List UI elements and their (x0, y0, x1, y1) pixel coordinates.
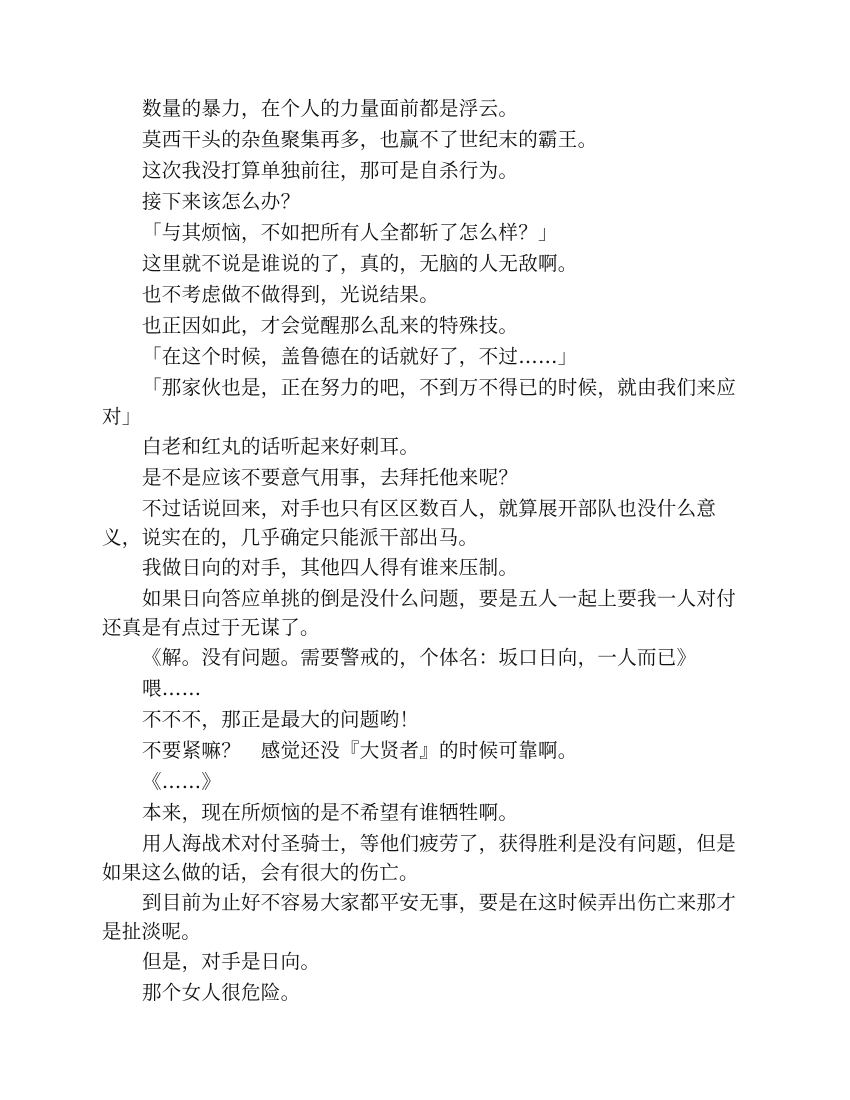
paragraph: 莫西干头的杂鱼聚集再多，也赢不了世纪末的霸王。 (142, 128, 598, 151)
paragraph: 不要紧嘛？ 感觉还没『大贤者』的时候可靠啊。 (142, 739, 578, 762)
paragraph: 到目前为止好不容易大家都平安无事，要是在这时候弄出伤亡来那才是扯淡呢。 (102, 891, 737, 943)
paragraph: 《……》 (142, 770, 222, 793)
paragraph: 那个女人很危险。 (142, 981, 301, 1004)
paragraph: 是不是应该不要意气用事，去拜托他来呢？ (142, 466, 519, 489)
paragraph: 这里就不说是谁说的了，真的，无脑的人无敌啊。 (142, 252, 578, 275)
paragraph: 也不考虑做不做得到，光说结果。 (142, 283, 440, 306)
paragraph: 不过话说回来，对手也只有区区数百人，就算展开部队也没什么意义，说实在的，几乎确定只能派干部出马。 (102, 497, 717, 549)
paragraph: 也正因如此，才会觉醒那么乱来的特殊技。 (142, 314, 519, 337)
paragraph: 如果日向答应单挑的倒是没什么问题，要是五人一起上要我一人对付还真是有点过于无谋了。 (102, 587, 737, 639)
paragraph: 「与其烦恼，不如把所有人全都斩了怎么样？」 (142, 221, 558, 244)
paragraph: 用人海战术对付圣骑士，等他们疲劳了，获得胜利是没有问题，但是如果这么做的话，会有很大的伤亡。 (102, 832, 737, 884)
document-body (102, 94, 748, 1009)
paragraph: 《解。没有问题。需要警戒的，个体名：坂口日向，一人而已》 (142, 646, 697, 669)
paragraph: 数量的暴力，在个人的力量面前都是浮云。 (142, 97, 519, 120)
paragraph: 「那家伙也是，正在努力的吧，不到万不得已的时候，就由我们来应对」 (102, 376, 737, 428)
paragraph: 喂…… (142, 677, 202, 700)
paragraph: 本来，现在所烦恼的是不希望有谁牺牲啊。 (142, 801, 519, 824)
paragraph: 但是，对手是日向。 (142, 950, 321, 973)
paragraph: 这次我没打算单独前往，那可是自杀行为。 (142, 159, 519, 182)
paragraph: 接下来该怎么办？ (142, 190, 301, 213)
paragraph: 不不不，那正是最大的问题哟！ (142, 708, 420, 731)
paragraph: 「在这个时候，盖鲁德在的话就好了，不过……」 (142, 345, 578, 368)
paragraph: 我做日向的对手，其他四人得有谁来压制。 (142, 556, 519, 579)
paragraph: 白老和红丸的话听起来好刺耳。 (142, 435, 420, 458)
